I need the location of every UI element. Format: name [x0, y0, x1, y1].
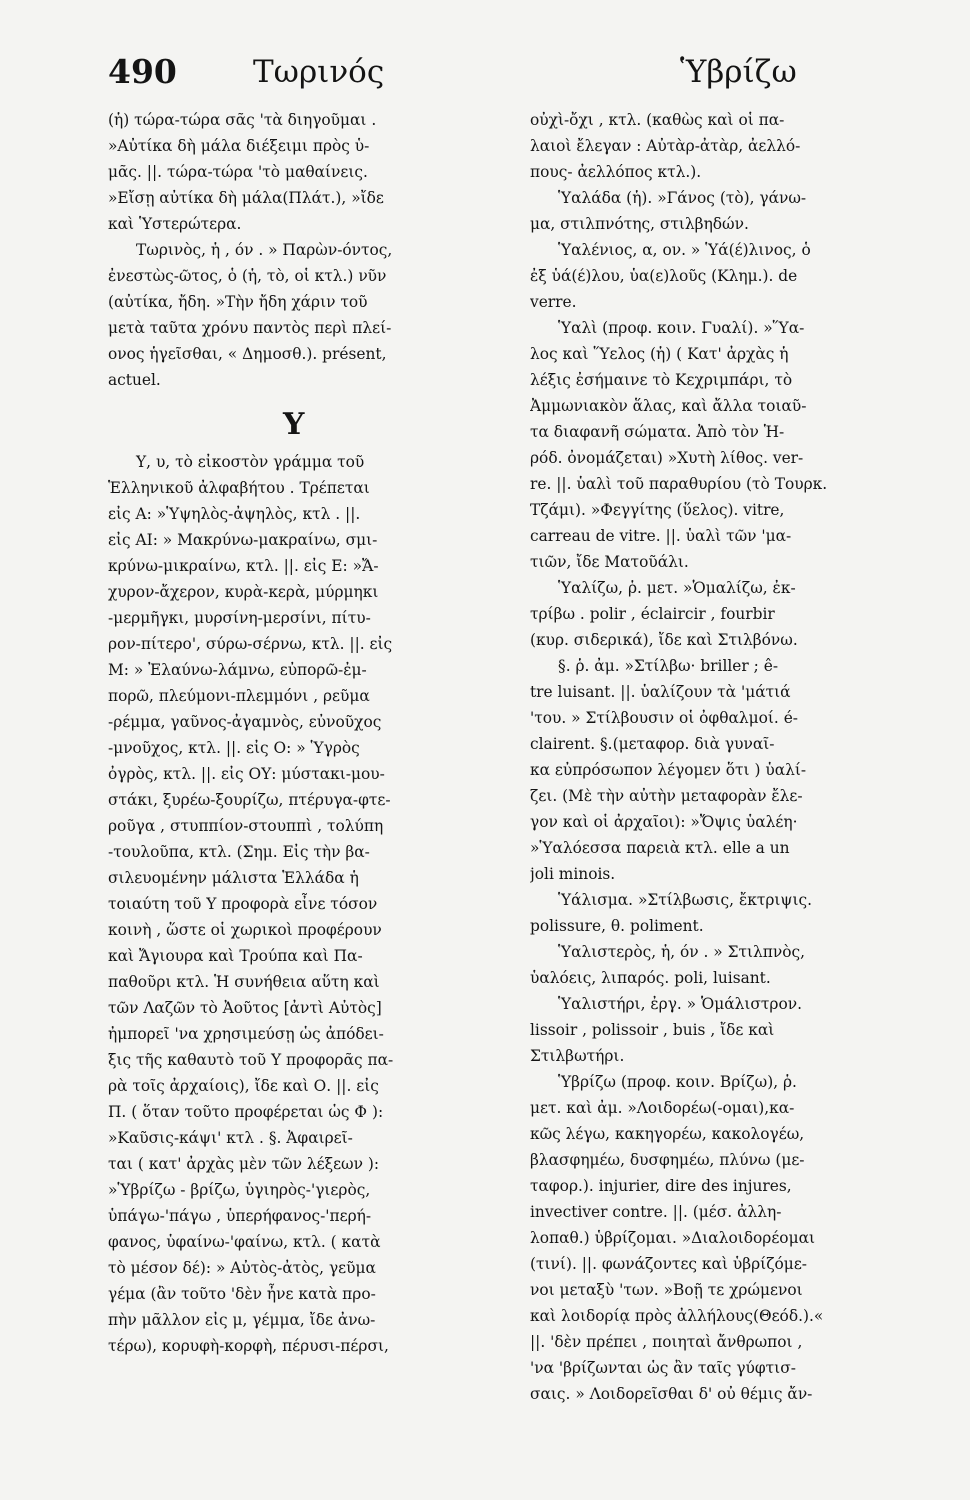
text-line: ζει. (Μὲ τὴν αὐτὴν μεταφορὰν ἔλε- — [530, 787, 803, 805]
left-column — [108, 107, 500, 1359]
text-line: Υ, υ, τὸ εἰκοστὸν γράμμα τοῦ — [136, 453, 365, 471]
text-line: verre. — [530, 293, 577, 311]
text-line: 'να 'βρίζωνται ὡς ἂν ταῖς γύφτισ- — [530, 1359, 796, 1377]
text-line: βλασφημέω, δυσφημέω, πλύνω (με- — [530, 1151, 805, 1169]
text-line: ονος ἡγεῖσθαι, « Δημοσθ.). présent, — [108, 345, 387, 363]
text-line: Ἑλληνικοῦ ἀλφαβήτου . Τρέπεται — [108, 479, 370, 497]
text-line: εἰς Α: »Ὑψηλὸς-ἀψηλὸς, κτλ . ||. — [108, 505, 361, 523]
text-line: Ὑαλάδα (ἡ). »Γάνος (τὸ), γάνω- — [558, 189, 807, 207]
text-line: §. ῥ. ἀμ. »Στίλβω· briller ; ê- — [558, 657, 779, 675]
text-line: ρον-πίτερο', σύρω-σέρνω, κτλ. ||. εἰς — [108, 635, 393, 653]
text-line: ταφορ.). injurier, dire des injures, — [530, 1177, 792, 1195]
text-line: τρίβω . polir , éclaircir , fourbir — [530, 605, 775, 623]
text-line: γον καὶ οἱ ἀρχαῖοι): »Ὄψις ὑαλέη· — [530, 813, 798, 831]
text-line: Ὑαλιστήρι, ἐργ. » Ὁμάλιστρον. — [558, 995, 802, 1013]
text-line: λαιοὶ ἔλεγαν : Αὐτὰρ-ἀτὰρ, ἀελλό- — [530, 137, 801, 155]
text-line: Ἀμμωνιακὸν ἅλας, καὶ ἄλλα τοιαῦ- — [530, 397, 807, 415]
text-line: στάκι, ξυρέω-ξουρίζω, πτέρυγα-φτε- — [108, 791, 391, 809]
text-line: σαις. » Λοιδορεῖσθαι δ' οὐ θέμις ἄν- — [530, 1385, 813, 1403]
text-line: -ρέμμα, γαῦνος-ἀγαμνὸς, εὐνοῦχος — [108, 713, 382, 731]
text-line: invectiver contre. ||. (μέσ. ἀλλη- — [530, 1203, 782, 1221]
text-line: μᾶς. ||. τώρα-τώρα 'τὸ μαθαίνεις. — [108, 163, 368, 181]
text-line: »Ὑαλόεσσα παρειὰ κτλ. elle a un — [530, 839, 790, 857]
text-line: Ὑάλισμα. »Στίλβωσις, ἔκτριψις. — [558, 891, 813, 909]
right-column-entries — [530, 107, 940, 1407]
text-line: clairent. §.(μεταφορ. διὰ γυναῖ- — [530, 735, 775, 753]
text-line: (αὐτίκα, ἤδη. »Τὴν ἤδη χάριν τοῦ — [108, 293, 368, 311]
text-line: γέμα (ἂν τοῦτο 'δὲν ἦνε κατὰ προ- — [108, 1285, 376, 1303]
section-letter-mark: Υ — [283, 407, 305, 442]
text-line: Ὑαλίζω, ῥ. μετ. »Ὁμαλίζω, ἐκ- — [558, 579, 796, 597]
text-line: τιῶν, ἴδε Ματοῦάλι. — [530, 553, 689, 571]
text-line: ροῦγα , στυππίον-στουππὶ , τολύπη — [108, 817, 384, 835]
text-line: ρόδ. ὀνομάζεται) »Χυτὴ λίθος. ver- — [530, 449, 804, 467]
text-line: polissure, θ. poliment. — [530, 917, 704, 935]
text-line: χυρον-ἄχερον, κυρὰ-κερὰ, μύρμηκι — [108, 583, 379, 601]
text-line: λοπαθ.) ὑβρίζομαι. »Διαλοιδορέομαι — [530, 1229, 816, 1247]
text-line: ξις τῆς καθαυτὸ τοῦ Υ προφορᾶς πα- — [108, 1051, 394, 1069]
text-line: Στιλβωτήρι. — [530, 1047, 625, 1065]
text-line: (τινί). ||. φωνάζοντες καὶ ὑβρίζόμε- — [530, 1255, 807, 1273]
text-line: carreau de vitre. ||. ὑαλὶ τῶν 'μα- — [530, 527, 792, 545]
text-line: joli minois. — [530, 865, 616, 883]
text-line: κρύνω-μικραίνω, κτλ. ||. εἰς Ε: »Ἄ- — [108, 557, 379, 575]
page-header — [108, 52, 930, 102]
text-line: re. ||. ὑαλὶ τοῦ παραθυρίου (τὸ Τουρκ. — [530, 475, 828, 493]
text-line: actuel. — [108, 371, 161, 389]
text-line: »Εἴσῃ αὐτίκα δὴ μάλα(Πλάτ.), »ἴδε — [108, 189, 384, 207]
text-line: λέξις ἐσήμαινε τὸ Κεχριμπάρι, τὸ — [530, 371, 793, 389]
page-number: 490 — [108, 52, 177, 91]
text-line: τα διαφανῆ σώματα. Ἀπὸ τὸν Ἡ- — [530, 423, 785, 441]
text-line: λος καὶ Ὕελος (ἡ) ( Κατ' ἀρχὰς ἡ — [530, 345, 789, 363]
text-line: καὶ λοιδορίᾳ πρὸς ἀλλήλους(Θεόδ.).« — [530, 1307, 824, 1325]
text-line: καὶ Ὑστερώτερα. — [108, 215, 242, 233]
text-line: lissoir , polissoir , buis , ἴδε καὶ — [530, 1021, 775, 1039]
text-line: καὶ Ἄγιουρα καὶ Τρούπα καὶ Πα- — [108, 947, 363, 965]
text-line: οὐχὶ-ὄχι , κτλ. (καθὼς καὶ οἱ πα- — [530, 111, 785, 129]
text-line: κοινὴ , ὥστε οἱ χωρικοὶ προφέρουν — [108, 921, 382, 939]
text-line: »Ὑβρίζω - βρίζω, ὑγιηρὸς-'γιερὸς, — [108, 1181, 371, 1199]
text-line: Ὑαλιστερὸς, ἡ, όν . » Στιλπνὸς, — [558, 943, 806, 961]
text-line: μετὰ ταῦτα χρόνυ παντὸς περὶ πλεί- — [108, 319, 392, 337]
text-line: ται ( κατ' ἀρχὰς μὲν τῶν λέξεων ): — [108, 1155, 380, 1173]
text-line: Ὑαλένιος, α, ον. » Ὑά(έ)λινος, ὁ — [558, 241, 811, 259]
text-line: σιλευομένην μάλιστα Ἑλλάδα ἡ — [108, 869, 359, 887]
text-line: τέρω), κορυφὴ-κορφὴ, πέρυσι-πέρσι, — [108, 1337, 389, 1355]
text-line: ἐξ ὑά(έ)λου, ὑα(ε)λοῦς (Κλημ.). de — [530, 267, 798, 285]
section-divider — [108, 393, 500, 449]
text-line: Τζάμι). »Φεγγίτης (ὕελος). vitre, — [530, 501, 785, 519]
text-line: -τουλοῦπα, κτλ. (Σημ. Εἰς τὴν βα- — [108, 843, 370, 861]
text-line: 'του. » Στίλβουσιν οἱ ὀφθαλμοί. é- — [530, 709, 798, 727]
text-line: ρὰ τοῖς ἀρχαίοις), ἴδε καὶ Ο. ||. εἰς — [108, 1077, 379, 1095]
text-line: ὑαλόεις, λιπαρός. poli, luisant. — [530, 969, 771, 987]
text-line: τὸ μέσον δέ): » Αὐτὸς-ἀτὸς, γεῦμα — [108, 1259, 376, 1277]
text-line: Ὑβρίζω (προφ. κοιν. Βρίζω), ῥ. — [558, 1073, 797, 1091]
text-line: Ὑαλὶ (προφ. κοιν. Γυαλί). »Ὕα- — [558, 319, 805, 337]
left-column-entries-top — [108, 107, 500, 393]
text-line: (ἡ) τώρα-τώρα σᾶς 'τὰ διηγοῦμαι . — [108, 111, 377, 129]
text-line: μα, στιλπνότης, στιλβηδών. — [530, 215, 749, 233]
text-line: Τωρινὸς, ἡ , όν . » Παρὼν-όντος, — [136, 241, 393, 259]
left-column-entries-bottom — [108, 449, 500, 1359]
text-line: κα εὐπρόσωπον λέγομεν ὅτι ) ὑαλί- — [530, 761, 807, 779]
text-line: πορῶ, πλεύμονι-πλεμμόνι , ρεῦμα — [108, 687, 370, 705]
text-line: »Αὐτίκα δὴ μάλα διέξειμι πρὸς ὑ- — [108, 137, 370, 155]
right-column — [530, 107, 940, 1407]
text-line: εἰς ΑΙ: » Μακρύνω-μακραίνω, σμι- — [108, 531, 378, 549]
text-line: ἠμπορεῖ 'να χρησιμεύσῃ ὡς ἀπόδει- — [108, 1025, 384, 1043]
text-line: ||. 'δὲν πρέπει , ποιηταὶ ἄνθρωποι , — [530, 1333, 803, 1351]
text-line: Μ: » Ἐλαύνω-λάμνω, εὐπορῶ-ἐμ- — [108, 661, 367, 679]
text-line: ὑπάγω-'πάγω , ὑπερήφανος-'περή- — [108, 1207, 372, 1225]
text-line: τοιαύτη τοῦ Υ προφορὰ εἶνε τόσον — [108, 895, 378, 913]
text-line: »Καῦσις-κάψι' κτλ . §. Ἀφαιρεῖ- — [108, 1129, 353, 1147]
text-line: φανος, ὑφαίνω-'φαίνω, κτλ. ( κατὰ — [108, 1233, 381, 1251]
text-line: tre luisant. ||. ὑαλίζουν τὰ 'μάτιά — [530, 683, 791, 701]
left-running-head: Τωρινός — [253, 54, 385, 90]
text-line: ἐνεστὼς-ῶτος, ὁ (ἡ, τὸ, οἱ κτλ.) νῦν — [108, 267, 387, 285]
text-line: ὀγρὸς, κτλ. ||. εἰς ΟΥ: μύστακι-μου- — [108, 765, 385, 783]
text-line: μετ. καὶ ἀμ. »Λοιδορέω(-ομαι),κα- — [530, 1099, 795, 1117]
text-line: πὴν μᾶλλον εἰς μ, γέμμα, ἴδε ἀνω- — [108, 1311, 376, 1329]
text-line: νοι μεταξὺ 'των. »Βοῇ τε χρώμενοι — [530, 1281, 803, 1299]
text-line: κῶς λέγω, κακηγορέω, κακολογέω, — [530, 1125, 805, 1143]
text-line: (κυρ. σιδερικά), ἴδε καὶ Στιλβόνω. — [530, 631, 798, 649]
text-line: παθοῦρι κτλ. Ἡ συνήθεια αὕτη καὶ — [108, 973, 380, 991]
text-line: Π. ( ὅταν τοῦτο προφέρεται ὡς Φ ): — [108, 1103, 384, 1121]
text-line: πους- ἀελλόπος κτλ.). — [530, 163, 702, 181]
text-line: -μνοῦχος, κτλ. ||. εἰς Ο: » Ὑγρὸς — [108, 739, 360, 757]
text-line: -μερμῆγκι, μυρσίνη-μερσίνι, πίτυ- — [108, 609, 371, 627]
text-line: τῶν Λαζῶν τὸ Ἀοῦτος [ἀντὶ Αὐτὸς] — [108, 999, 382, 1017]
right-running-head: Ὑβρίζω — [680, 54, 797, 90]
